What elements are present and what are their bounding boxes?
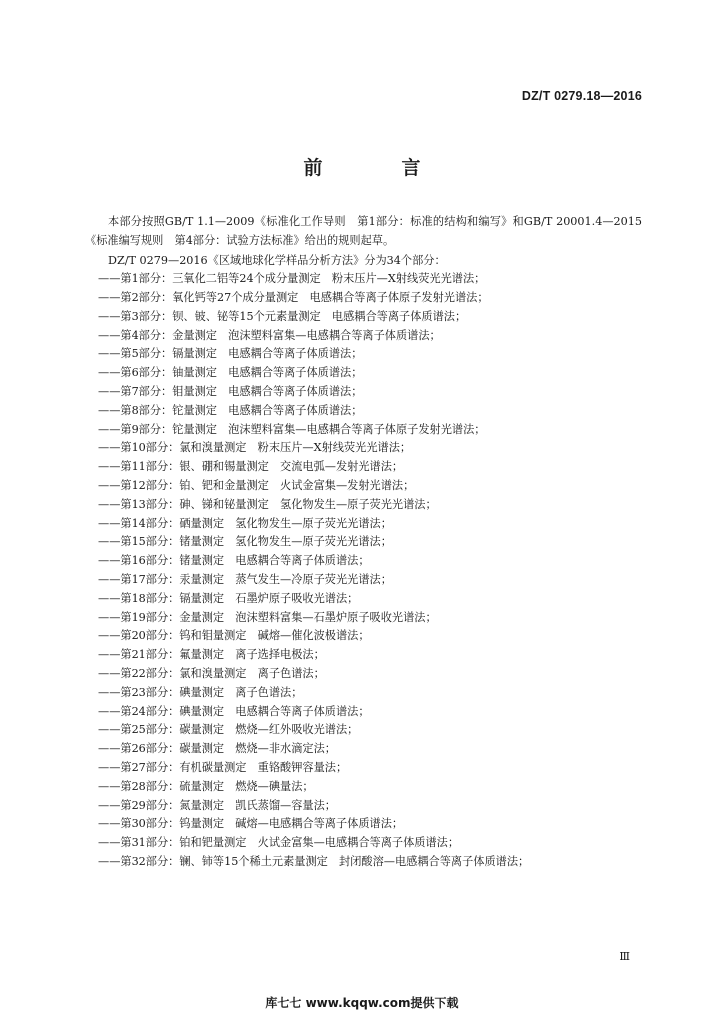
list-item: ——第13部分：砷、锑和铋量测定 氢化物发生—原子荧光光谱法；: [98, 497, 437, 511]
list-item: ——第31部分：铂和钯量测定 火试金富集—电感耦合等离子体质谱法；: [98, 836, 460, 850]
list-item: ——第15部分：锗量测定 氢化物发生—原子荧光光谱法；: [98, 535, 392, 549]
page-number: Ⅲ: [619, 950, 630, 963]
intro-paragraph-1: 本部分按照GB/T 1.1—2009《标准化工作导则 第1部分：标准的结构和编写》和GB/T 20001.4—2015《标准编写规则 第4部分：试验方法标准》给出的规则起草。: [85, 215, 642, 248]
list-item: ——第8部分：铊量测定 电感耦合等离子体质谱法；: [98, 403, 363, 417]
list-item: ——第27部分：有机碳量测定 重铬酸钾容量法；: [98, 760, 348, 774]
list-item: ——第4部分：金量测定 泡沫塑料富集—电感耦合等离子体质谱法；: [98, 328, 441, 342]
list-item: ——第25部分：碳量测定 燃烧—红外吸收光谱法；: [98, 723, 359, 737]
list-item: ——第2部分：氧化钙等27个成分量测定 电感耦合等离子体原子发射光谱法；: [98, 291, 489, 305]
list-item: ——第30部分：钨量测定 碱熔—电感耦合等离子体质谱法；: [98, 817, 404, 831]
list-item: ——第24部分：碘量测定 电感耦合等离子体质谱法；: [98, 704, 370, 718]
list-item: ——第16部分：锗量测定 电感耦合等离子体质谱法；: [98, 554, 370, 568]
list-item: ——第3部分：钡、铍、铋等15个元素量测定 电感耦合等离子体质谱法；: [98, 309, 467, 323]
parts-list: [85, 270, 642, 872]
list-item: ——第20部分：钨和钼量测定 碱熔—催化波极谱法；: [98, 629, 370, 643]
list-item: ——第32部分：镧、铈等15个稀土元素量测定 封闭酸溶—电感耦合等离子体质谱法；: [98, 854, 530, 868]
download-footer: 库七七 www.kqqw.com提供下载: [265, 996, 459, 1010]
list-item: ——第28部分：硫量测定 燃烧—碘量法；: [98, 779, 314, 793]
list-item: ——第29部分：氮量测定 凯氏蒸馏—容量法；: [98, 798, 336, 812]
list-item: ——第10部分：氯和溴量测定 粉末压片—X射线荧光光谱法；: [98, 441, 412, 455]
list-item: ——第19部分：金量测定 泡沫塑料富集—石墨炉原子吸收光谱法；: [98, 610, 437, 624]
list-item: ——第11部分：银、硼和锡量测定 交流电弧—发射光谱法；: [98, 460, 404, 474]
list-item: ——第26部分：碳量测定 燃烧—非水滴定法；: [98, 742, 336, 756]
list-item: ——第5部分：镉量测定 电感耦合等离子体质谱法；: [98, 347, 363, 361]
list-item: ——第9部分：铊量测定 泡沫塑料富集—电感耦合等离子体原子发射光谱法；: [98, 422, 486, 436]
list-item: ——第1部分：三氧化二铝等24个成分量测定 粉末压片—X射线荧光光谱法；: [98, 272, 486, 286]
list-item: ——第14部分：硒量测定 氢化物发生—原子荧光光谱法；: [98, 516, 392, 530]
list-item: ——第23部分：碘量测定 离子色谱法；: [98, 685, 303, 699]
list-item: ——第6部分：铀量测定 电感耦合等离子体质谱法；: [98, 366, 363, 380]
list-item: ——第18部分：镉量测定 石墨炉原子吸收光谱法；: [98, 591, 359, 605]
list-item: ——第22部分：氯和溴量测定 离子色谱法；: [98, 666, 325, 680]
intro-paragraph-2: DZ/T 0279—2016《区域地球化学样品分析方法》分为34个部分：: [108, 253, 446, 267]
foreword-body: [85, 212, 642, 872]
page-title: 前 言: [303, 157, 451, 179]
list-item: ——第7部分：钼量测定 电感耦合等离子体质谱法；: [98, 385, 363, 398]
list-item: ——第12部分：铂、钯和金量测定 火试金富集—发射光谱法；: [98, 478, 415, 492]
list-item: ——第21部分：氟量测定 离子选择电极法；: [98, 648, 325, 662]
document-code: DZ/T 0279.18—2016: [521, 89, 642, 103]
list-item: ——第17部分：汞量测定 蒸气发生—冷原子荧光光谱法；: [98, 572, 392, 586]
